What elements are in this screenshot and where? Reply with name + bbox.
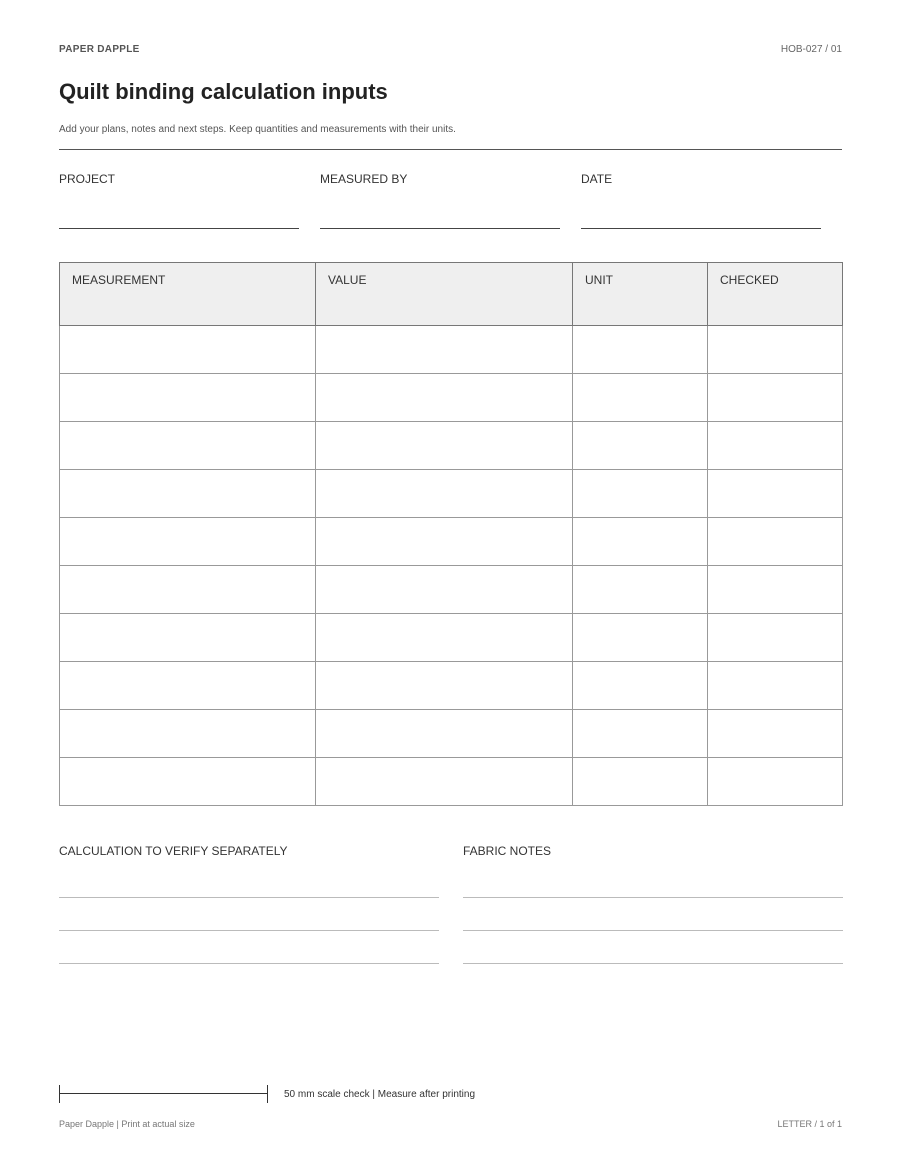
scale-bar-right-tick [267, 1085, 268, 1103]
measurement-cell[interactable] [60, 614, 316, 662]
unit-cell[interactable] [573, 518, 708, 566]
fabric-notes-section [463, 844, 843, 858]
measured-by-field[interactable] [320, 172, 560, 186]
column-header-measurement: MEASUREMENT [60, 263, 316, 326]
checked-cell[interactable] [708, 326, 843, 374]
checked-cell[interactable] [708, 662, 843, 710]
page-title: Quilt binding calculation inputs [59, 79, 388, 104]
value-cell[interactable] [316, 710, 573, 758]
value-cell[interactable] [316, 422, 573, 470]
measured-by-label: MEASURED BY [320, 172, 408, 186]
measurement-cell[interactable] [60, 662, 316, 710]
calculation-notes-label: CALCULATION TO VERIFY SEPARATELY [59, 844, 288, 858]
value-cell[interactable] [316, 614, 573, 662]
unit-cell[interactable] [573, 566, 708, 614]
table-row [60, 710, 843, 758]
measurement-cell[interactable] [60, 326, 316, 374]
project-label: PROJECT [59, 172, 116, 186]
table-body [60, 326, 843, 806]
table-row [60, 662, 843, 710]
measurement-cell[interactable] [60, 758, 316, 806]
footer-right: LETTER / 1 of 1 [777, 1119, 842, 1129]
date-write-line[interactable] [581, 228, 821, 229]
value-cell[interactable] [316, 662, 573, 710]
unit-cell[interactable] [573, 374, 708, 422]
unit-cell[interactable] [573, 614, 708, 662]
scale-check-text: 50 mm scale check | Measure after printing [284, 1089, 476, 1100]
table-row [60, 470, 843, 518]
unit-cell[interactable] [573, 470, 708, 518]
fabric-note-line[interactable] [463, 963, 843, 964]
column-header-unit: UNIT [573, 263, 708, 326]
document-id: HOB-027 / 01 [780, 44, 842, 55]
project-write-line[interactable] [59, 228, 299, 229]
checked-cell[interactable] [708, 758, 843, 806]
measurement-cell[interactable] [60, 422, 316, 470]
checked-cell[interactable] [708, 422, 843, 470]
table-row [60, 326, 843, 374]
checked-cell[interactable] [708, 614, 843, 662]
calculation-note-line[interactable] [59, 930, 439, 931]
measured-by-write-line[interactable] [320, 228, 560, 229]
checked-cell[interactable] [708, 710, 843, 758]
unit-cell[interactable] [573, 758, 708, 806]
table-row [60, 566, 843, 614]
calculation-notes-section [59, 844, 439, 858]
column-header-value: VALUE [316, 263, 573, 326]
project-field[interactable] [59, 172, 299, 186]
value-cell[interactable] [316, 758, 573, 806]
unit-cell[interactable] [573, 662, 708, 710]
measurement-cell[interactable] [60, 374, 316, 422]
checked-cell[interactable] [708, 518, 843, 566]
value-cell[interactable] [316, 566, 573, 614]
table-row [60, 374, 843, 422]
measurement-cell[interactable] [60, 470, 316, 518]
fabric-note-line[interactable] [463, 930, 843, 931]
table-row [60, 614, 843, 662]
measurement-cell[interactable] [60, 566, 316, 614]
scale-bar-line [59, 1093, 268, 1094]
value-cell[interactable] [316, 470, 573, 518]
table-row [60, 518, 843, 566]
checked-cell[interactable] [708, 566, 843, 614]
measurement-cell[interactable] [60, 710, 316, 758]
calculation-note-line[interactable] [59, 963, 439, 964]
value-cell[interactable] [316, 374, 573, 422]
table-header-row [60, 263, 843, 326]
scale-bar-left-tick [59, 1085, 60, 1103]
measurement-cell[interactable] [60, 518, 316, 566]
brand-name: PAPER DAPPLE [59, 44, 140, 55]
scale-check-bar [59, 1085, 268, 1103]
date-label: DATE [581, 172, 613, 186]
column-header-checked: CHECKED [708, 263, 843, 326]
page-subtitle: Add your plans, notes and next steps. Keep quantities and measurements with their units. [59, 124, 456, 135]
unit-cell[interactable] [573, 710, 708, 758]
date-field[interactable] [581, 172, 821, 186]
fabric-note-line[interactable] [463, 897, 843, 898]
checked-cell[interactable] [708, 470, 843, 518]
value-cell[interactable] [316, 326, 573, 374]
unit-cell[interactable] [573, 422, 708, 470]
table-row [60, 758, 843, 806]
unit-cell[interactable] [573, 326, 708, 374]
checked-cell[interactable] [708, 374, 843, 422]
value-cell[interactable] [316, 518, 573, 566]
calculation-note-line[interactable] [59, 897, 439, 898]
fabric-notes-label: FABRIC NOTES [463, 844, 552, 858]
header-divider [59, 149, 842, 150]
measurement-table [59, 262, 843, 806]
footer-left: Paper Dapple | Print at actual size [59, 1119, 195, 1129]
table-row [60, 422, 843, 470]
